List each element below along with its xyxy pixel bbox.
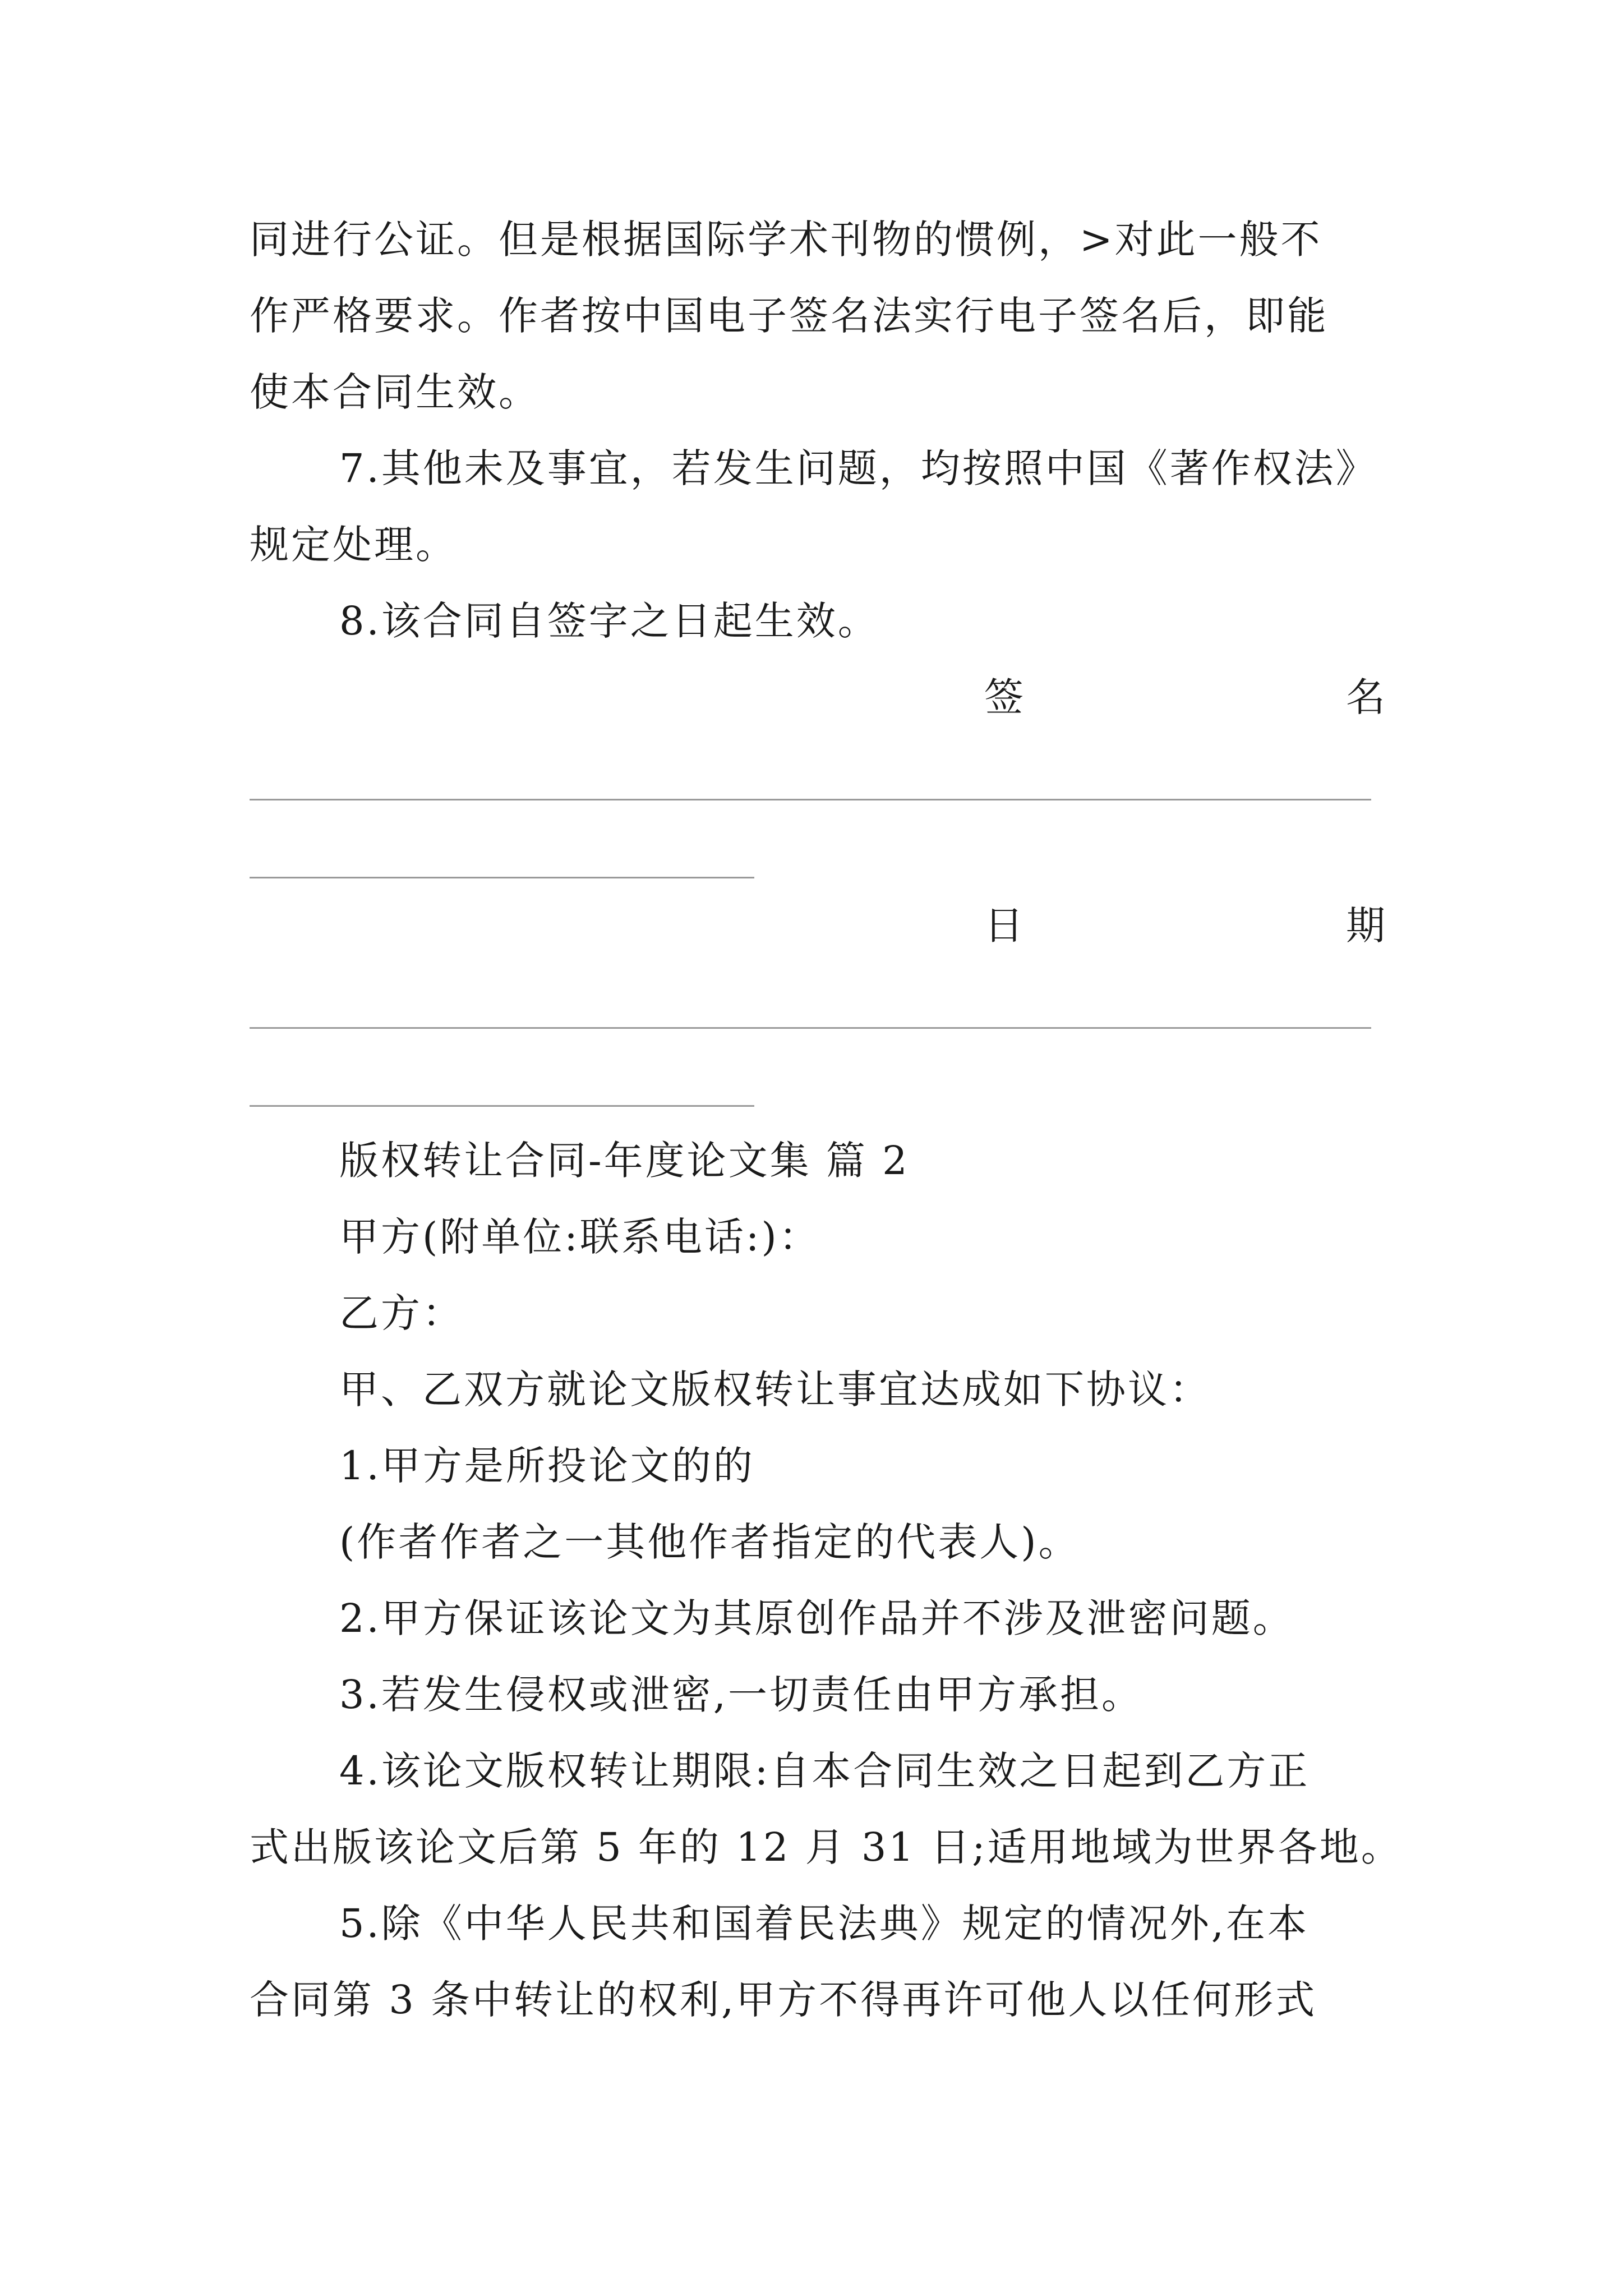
clause-4-line: 式出版该论文后第 5 年的 12 月 31 日;适用地域为世界各地。 [250,1824,1403,1870]
clause-8: 8.该合同自签字之日起生效。 [339,598,879,644]
date-label [984,900,1385,951]
signature-label [984,672,1385,723]
signature-line [250,877,754,878]
clause-4-line: 4.该论文版权转让期限:自本合同生效之日起到乙方正 [339,1748,1310,1794]
section-title: 版权转让合同-年度论文集 篇 2 [339,1138,910,1184]
date-line [250,1105,754,1107]
party-b: 乙方： [339,1290,464,1336]
clause-2: 2.甲方保证该论文为其原创作品并不涉及泄密问题。 [339,1595,1294,1641]
date-label-right: 期 [1346,903,1385,949]
date-label-left: 日 [984,903,1023,949]
party-a: 甲方(附单位:联系电话:)： [339,1214,820,1260]
signature-label-left: 签 [984,674,1023,720]
clause-7-line: 规定处理。 [250,522,457,568]
paragraph-line: 使本合同生效。 [250,369,540,415]
signature-label-right: 名 [1346,674,1385,720]
paragraph-line: 同进行公证。但是根据国际学术刊物的惯例，>对此一般不 [250,217,1322,263]
clause-3: 3.若发生侵权或泄密,一切责任由甲方承担。 [339,1672,1144,1718]
agreement-intro: 甲、乙双方就论文版权转让事宜达成如下协议： [339,1366,1211,1412]
paragraph-line: 作严格要求。作者按中国电子签名法实行电子签名后，即能 [250,293,1329,339]
clause-7-line: 7.其他未及事宜，若发生问题，均按照中国《著作权法》 [339,445,1377,491]
signature-line [250,799,1371,800]
clause-5-line: 5.除《中华人民共和国着民法典》规定的情况外,在本 [339,1901,1310,1947]
clause-1-line: 1.甲方是所投论文的的 [339,1443,755,1489]
clause-5-line: 合同第 3 条中转让的权利,甲方不得再许可他人以任何形式 [250,1977,1317,2023]
clause-1-line: (作者作者之一其他作者指定的代表人)。 [339,1519,1080,1565]
date-line [250,1027,1371,1029]
